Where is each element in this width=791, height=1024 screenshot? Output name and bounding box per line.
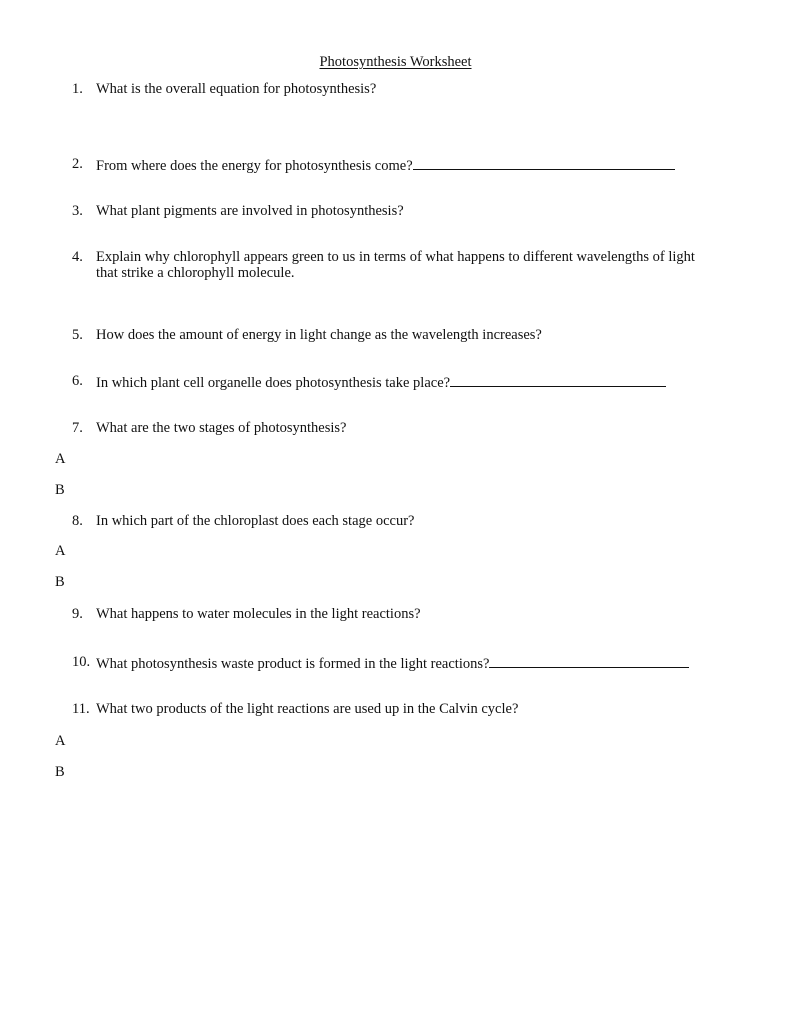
question-9 — [72, 606, 722, 622]
answer-label-b: B — [55, 574, 65, 590]
question-text: What two products of the light reactions are used up in the Calvin cycle? — [96, 701, 519, 717]
page-title: Photosynthesis Worksheet — [319, 54, 472, 70]
question-text: Explain why chlorophyll appears green to us in terms of what happens to different wavelengths of light that strike a chlorophyll molecule. — [96, 249, 695, 281]
question-number: 5. — [72, 327, 83, 343]
question-5 — [72, 327, 722, 343]
answer-label-b: B — [55, 482, 65, 498]
answer-label-b: B — [55, 764, 65, 780]
question-number: 9. — [72, 606, 83, 622]
question-text: What is the overall equation for photosynthesis? — [96, 81, 377, 97]
answer-label-a: A — [55, 451, 66, 467]
question-7 — [72, 420, 722, 436]
question-2 — [72, 156, 722, 174]
question-text: What plant pigments are involved in photosynthesis? — [96, 203, 404, 219]
question-number: 1. — [72, 81, 83, 97]
question-text: What photosynthesis waste product is formed in the light reactions? — [96, 656, 490, 672]
question-number: 7. — [72, 420, 83, 436]
question-8 — [72, 513, 722, 529]
answer-label-a: A — [55, 543, 66, 559]
question-text: What happens to water molecules in the light reactions? — [96, 606, 421, 622]
question-text: What are the two stages of photosynthesis? — [96, 420, 347, 436]
answer-blank[interactable] — [450, 373, 666, 387]
answer-blank[interactable] — [413, 156, 675, 170]
question-6 — [72, 373, 722, 391]
question-number: 3. — [72, 203, 83, 219]
question-11 — [72, 701, 722, 717]
question-10 — [72, 654, 732, 672]
question-number: 8. — [72, 513, 83, 529]
question-number: 2. — [72, 156, 83, 172]
question-4 — [72, 249, 712, 281]
answer-label-a: A — [55, 733, 66, 749]
question-text: In which plant cell organelle does photosynthesis take place? — [96, 375, 451, 391]
question-text: How does the amount of energy in light change as the wavelength increases? — [96, 327, 542, 343]
answer-blank[interactable] — [489, 654, 689, 668]
question-1 — [72, 81, 722, 97]
question-text: In which part of the chloroplast does each stage occur? — [96, 513, 415, 529]
question-number: 10. — [72, 654, 91, 670]
question-text: From where does the energy for photosynthesis come? — [96, 158, 413, 174]
question-3 — [72, 203, 722, 219]
question-number: 11. — [72, 701, 90, 717]
question-number: 4. — [72, 249, 83, 265]
question-number: 6. — [72, 373, 83, 389]
